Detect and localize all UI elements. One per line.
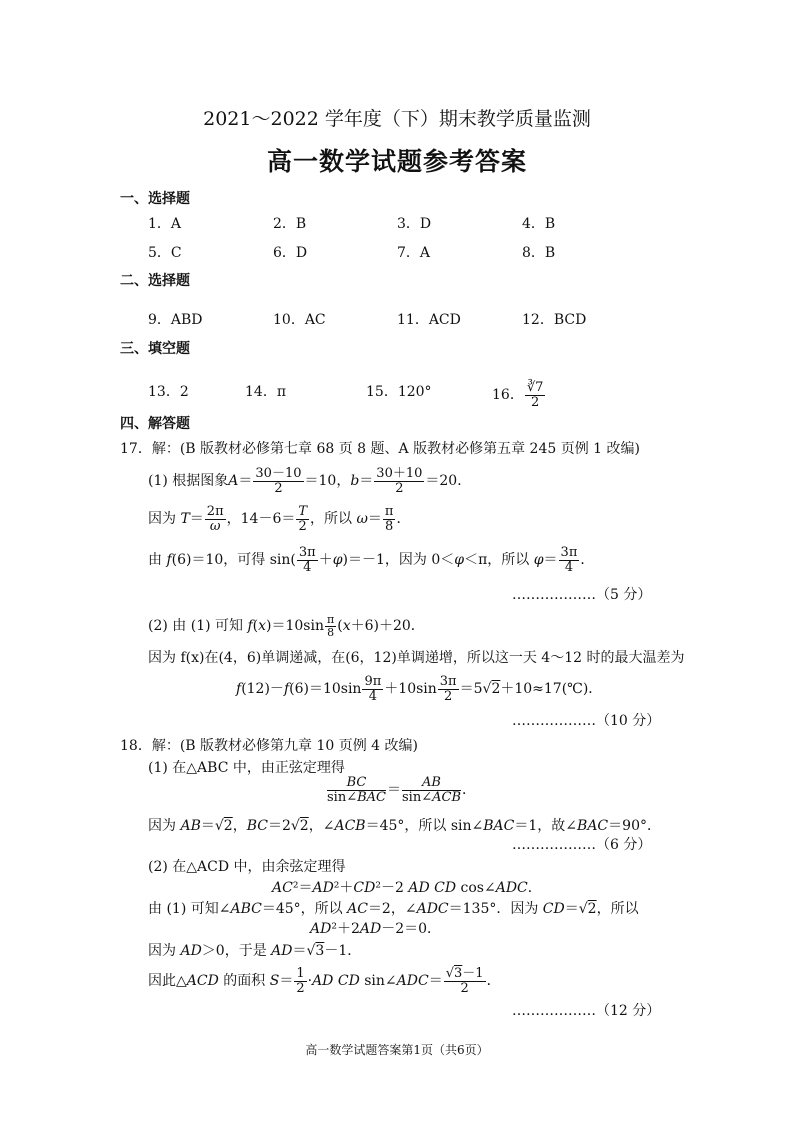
- q17-part2-line1: (2) 由 (1) 可知 f(x)＝10sin $\frac{\pi}{8}$ (x＋6)＋20．: [148, 613, 425, 639]
- answer-8: 8．B: [522, 245, 556, 261]
- q17-part1-label: (1) 根据图象: [148, 473, 229, 490]
- answer-7: 7．A: [397, 245, 431, 261]
- answer-16-numerator: ∛7: [526, 380, 544, 395]
- answer-6: 6．D: [273, 245, 308, 261]
- q18-part2-line4: 因此△ACD 的面积 S＝ $\frac{1}{2}$ ·AD CD sin∠ADC＝ $\frac{√3-1}{2}$ ．: [148, 966, 501, 996]
- q18-part2-label: (2) 在△ACD 中，由余弦定理得: [148, 859, 346, 875]
- answer-13: 13．2: [148, 384, 189, 400]
- answer-11: 11．ACD: [397, 312, 461, 328]
- q18-part2-line3: 因为 AD＞0，于是 AD＝√3－1．: [148, 943, 362, 959]
- q18-cosine-rule: AC²＝AD²＋CD²－2 AD CD cos∠ADC．: [272, 880, 542, 896]
- answer-4: 4．B: [522, 216, 556, 232]
- answer-16-label: 16．: [492, 387, 524, 404]
- section-3-heading: 三、填空题: [120, 341, 190, 357]
- answer-5: 5．C: [148, 245, 182, 261]
- section-2-heading: 二、选择题: [120, 273, 190, 289]
- q18-quadratic: AD²＋2AD－2＝0．: [310, 921, 442, 937]
- q17-part2-line2: 因为 f(x)在(4，6)单调递减，在(6，12)单调递增，所以这一天 4～12 时的最大温差为: [148, 650, 685, 666]
- q17-part1-line2: 因为 T＝ $\frac{2\pi}{\omega}$ ，14－6＝ $\frac{T}{2}$ ，所以 ω＝ $\frac{\pi}{8}$ ．: [148, 504, 411, 534]
- answer-16: [492, 381, 546, 409]
- q17-part2-label: (2) 由 (1) 可知: [148, 618, 244, 635]
- answer-10: 10．AC: [273, 312, 326, 328]
- answer-14: 14．π: [245, 384, 287, 400]
- answer-1: 1．A: [148, 216, 182, 232]
- answer-9: 9．ABD: [148, 312, 203, 328]
- document-subtitle: 高一数学试题参考答案: [266, 147, 527, 176]
- document-title: 2021～2022 学年度（下）期末教学质量监测: [203, 108, 591, 130]
- section-1-heading: 一、选择题: [120, 191, 190, 207]
- answer-12: 12．BCD: [522, 312, 587, 328]
- answer-2: 2．B: [273, 216, 307, 232]
- q18-part2-line2: 由 (1) 可知∠ABC＝45°，所以 AC＝2，∠ADC＝135°．因为 CD＝√2，所以: [148, 901, 639, 917]
- q17-score-1: ………………（5 分）: [512, 587, 652, 603]
- answer-16-denominator: 2: [530, 394, 540, 410]
- q17-part1-line3: 由 f(6)＝10，可得 sin( $\frac{3\pi}{4}$ ＋φ)＝－1，因为 0＜φ＜π，所以 φ＝ $\frac{3\pi}{4}$ ．: [148, 545, 595, 575]
- q17-intro: 17．解：(B 版教材必修第七章 68 页 8 题、A 版教材必修第五章 245 页例 1 改编): [120, 441, 640, 457]
- q17-part2-line3: f(12)－f(6)＝10sin $\frac{9\pi}{4}$ ＋10sin $\frac{3\pi}{2}$ ＝5√2＋10≈17(℃)．: [236, 674, 603, 704]
- q17-score-2: ………………（10 分）: [512, 713, 661, 729]
- page-footer: 高一数学试题答案第1页（共6页）: [305, 1043, 489, 1057]
- q18-part1-label: (1) 在△ABC 中，由正弦定理得: [148, 760, 345, 776]
- q18-intro: 18．解：(B 版教材必修第九章 10 页例 4 改编): [120, 738, 418, 754]
- q18-sine-rule: $\frac{BC}{\text{sin∠BAC}}$ ＝ $\frac{AB}{\text{sin∠ACB}}$ ．: [327, 775, 476, 805]
- q18-score-1: ………………（6 分）: [512, 837, 652, 853]
- answer-15: 15．120°: [366, 384, 432, 400]
- section-4-heading: 四、解答题: [120, 416, 190, 432]
- q18-score-2: ………………（12 分）: [512, 1003, 661, 1019]
- q17-part1-line1: (1) 根据图象A＝ $\frac{30-10}{2}$ ＝10，b＝ $\frac{30+10}{2}$ ＝20．: [148, 466, 472, 496]
- q18-part1-line2: 因为 AB＝√2，BC＝2√2，∠ACB＝45°，所以 sin∠BAC＝1，故∠BAC＝90°．: [148, 818, 661, 834]
- answer-3: 3．D: [397, 216, 432, 232]
